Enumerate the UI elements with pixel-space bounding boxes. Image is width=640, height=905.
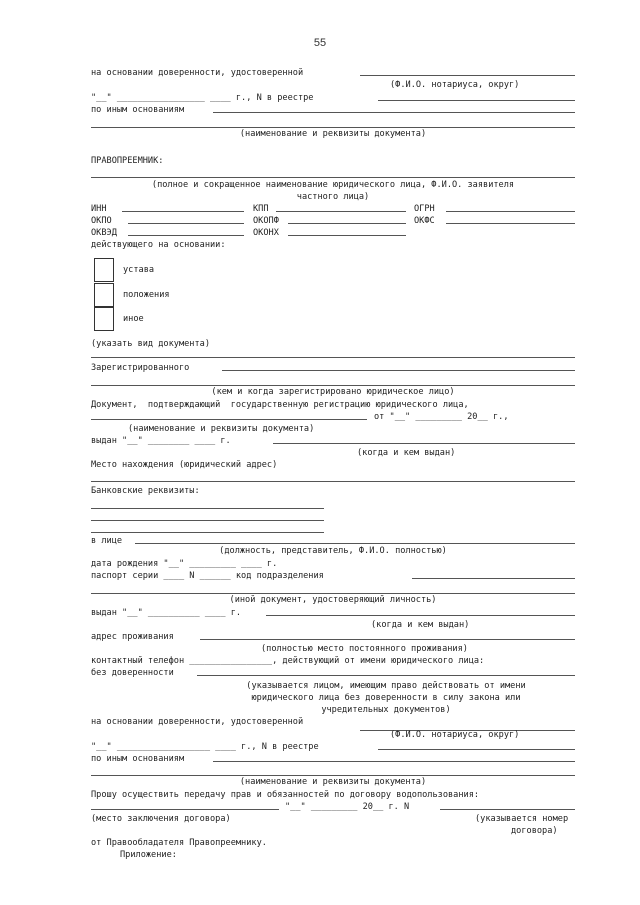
in-person-field[interactable] — [135, 543, 575, 544]
issued2-caption: (когда и кем выдан) — [371, 620, 470, 630]
okpo-label: ОКПО — [91, 216, 112, 226]
other-grounds-label: по иным основаниям — [91, 105, 185, 115]
bank-details-line-1[interactable] — [91, 508, 324, 509]
issued-caption: (когда и кем выдан) — [357, 448, 456, 458]
document-field[interactable] — [91, 127, 575, 128]
okfs-label: ОКФС — [414, 216, 435, 226]
contract-number-caption-1: (указывается номер — [475, 814, 569, 824]
notary-field[interactable] — [360, 75, 575, 76]
charter-label: устава — [123, 265, 155, 275]
okonh-field[interactable] — [288, 235, 406, 236]
bank-details-label: Банковские реквизиты: — [91, 486, 200, 496]
contract-place-field[interactable] — [91, 809, 279, 810]
successor-caption-2: частного лица) — [296, 192, 370, 202]
notary-caption: (Ф.И.О. нотариуса, округ) — [390, 80, 520, 90]
address-label: адрес проживания — [91, 632, 174, 642]
kpp-label: КПП — [253, 204, 269, 214]
reg-doc-from: от "__" _________ 20__ г., — [374, 412, 509, 422]
charter-checkbox[interactable] — [94, 258, 114, 282]
address-field[interactable] — [200, 639, 575, 640]
location-field[interactable] — [91, 481, 575, 482]
other-label: иное — [123, 314, 144, 324]
birth-date-label: дата рождения "__" _________ ____ г. — [91, 559, 278, 569]
okonh-label: ОКОНХ — [253, 228, 279, 238]
bank-details-line-3[interactable] — [91, 532, 324, 533]
contract-place-caption: (место заключения договора) — [91, 814, 231, 824]
issued-field[interactable] — [273, 443, 575, 444]
okopf-field[interactable] — [288, 223, 406, 224]
document-field-2[interactable] — [91, 775, 575, 776]
specify-doc-caption: (указать вид документа) — [91, 339, 210, 349]
location-label: Место нахождения (юридический адрес) — [91, 460, 278, 470]
phone-label: контактный телефон ________________, действующий от имени юридического лица: — [91, 656, 485, 666]
regulation-checkbox[interactable] — [94, 283, 114, 307]
appendix-label: Приложение: — [120, 850, 177, 860]
other-grounds-field[interactable] — [213, 112, 575, 113]
successor-name-field[interactable] — [91, 177, 575, 178]
passport-label: паспорт серии ____ N ______ код подразделения — [91, 571, 324, 581]
date-registry-label-2: "__" __________________ ____ г., N в реестре — [91, 742, 319, 752]
document-caption: (наименование и реквизиты документа) — [239, 129, 427, 139]
okved-field[interactable] — [128, 235, 244, 236]
okpo-field[interactable] — [128, 223, 244, 224]
ogrn-label: ОГРН — [414, 204, 435, 214]
issued2-field[interactable] — [266, 615, 575, 616]
other-checkbox[interactable] — [94, 307, 114, 331]
notary-caption-2: (Ф.И.О. нотариуса, округ) — [390, 730, 520, 740]
inn-label: ИНН — [91, 204, 107, 214]
page-number: 55 — [313, 37, 327, 49]
registry-number-field[interactable] — [378, 100, 575, 101]
contract-number-field[interactable] — [440, 809, 575, 810]
bank-details-line-2[interactable] — [91, 520, 324, 521]
no-poa-caption-3: учредительных документов) — [321, 705, 451, 715]
issued-label: выдан "__" ________ ____ г. — [91, 436, 231, 446]
acting-basis-label: действующего на основании: — [91, 240, 226, 250]
document-caption-2: (наименование и реквизиты документа) — [239, 777, 427, 787]
contract-number-caption-2: договора) — [511, 826, 558, 836]
kpp-field[interactable] — [276, 211, 406, 212]
power-of-attorney-label-2: на основании доверенности, удостоверенной — [91, 717, 304, 727]
issued2-label: выдан "__" __________ ____ г. — [91, 608, 242, 618]
date-registry-label: "__" _________________ ____ г., N в реестре — [91, 93, 314, 103]
reg-doc-caption: (наименование и реквизиты документа) — [128, 424, 315, 434]
registered-field[interactable] — [222, 370, 575, 371]
registered-field-2[interactable] — [91, 385, 575, 386]
inn-field[interactable] — [122, 211, 244, 212]
registry-number-field-2[interactable] — [378, 749, 575, 750]
no-poa-label: без доверенности — [91, 668, 174, 678]
okfs-field[interactable] — [446, 223, 575, 224]
request-line-3: от Правообладателя Правопреемнику. — [91, 838, 267, 848]
subdivision-code-field[interactable] — [412, 578, 575, 579]
other-id-field[interactable] — [91, 593, 575, 594]
registered-caption: (кем и когда зарегистрировано юридическое лицо) — [211, 387, 455, 397]
power-of-attorney-label: на основании доверенности, удостоверенной — [91, 68, 304, 78]
ogrn-field[interactable] — [446, 211, 575, 212]
okopf-label: ОКОПФ — [253, 216, 279, 226]
successor-caption-1: (полное и сокращенное наименование юридического лица, Ф.И.О. заявителя — [151, 180, 515, 190]
other-grounds-field-2[interactable] — [213, 761, 575, 762]
reg-doc-field[interactable] — [91, 419, 367, 420]
registered-label: Зарегистрированного — [91, 363, 190, 373]
request-line-2: "__" _________ 20__ г. N — [285, 802, 410, 812]
doc-type-field[interactable] — [91, 357, 575, 358]
okved-label: ОКВЭД — [91, 228, 117, 238]
request-line-1: Прошу осуществить передачу прав и обязанностей по договору водопользования: — [91, 790, 480, 800]
successor-heading: ПРАВОПРЕЕМНИК: — [91, 156, 164, 166]
other-id-caption: (иной документ, удостоверяющий личность) — [229, 595, 437, 605]
in-person-caption: (должность, представитель, Ф.И.О. полностью) — [219, 546, 447, 556]
in-person-label: в лице — [91, 536, 123, 546]
no-poa-caption-1: (указывается лицом, имеющим право действовать от имени — [246, 681, 526, 691]
regulation-label: положения — [123, 290, 170, 300]
other-grounds-label-2: по иным основаниям — [91, 754, 185, 764]
address-caption: (полностью место постоянного проживания) — [261, 644, 468, 654]
no-poa-field[interactable] — [197, 675, 575, 676]
reg-doc-label: Документ, подтверждающий государственную регистрацию юридического лица, — [91, 400, 469, 410]
no-poa-caption-2: юридического лица без доверенности в силу закона или — [251, 693, 521, 703]
